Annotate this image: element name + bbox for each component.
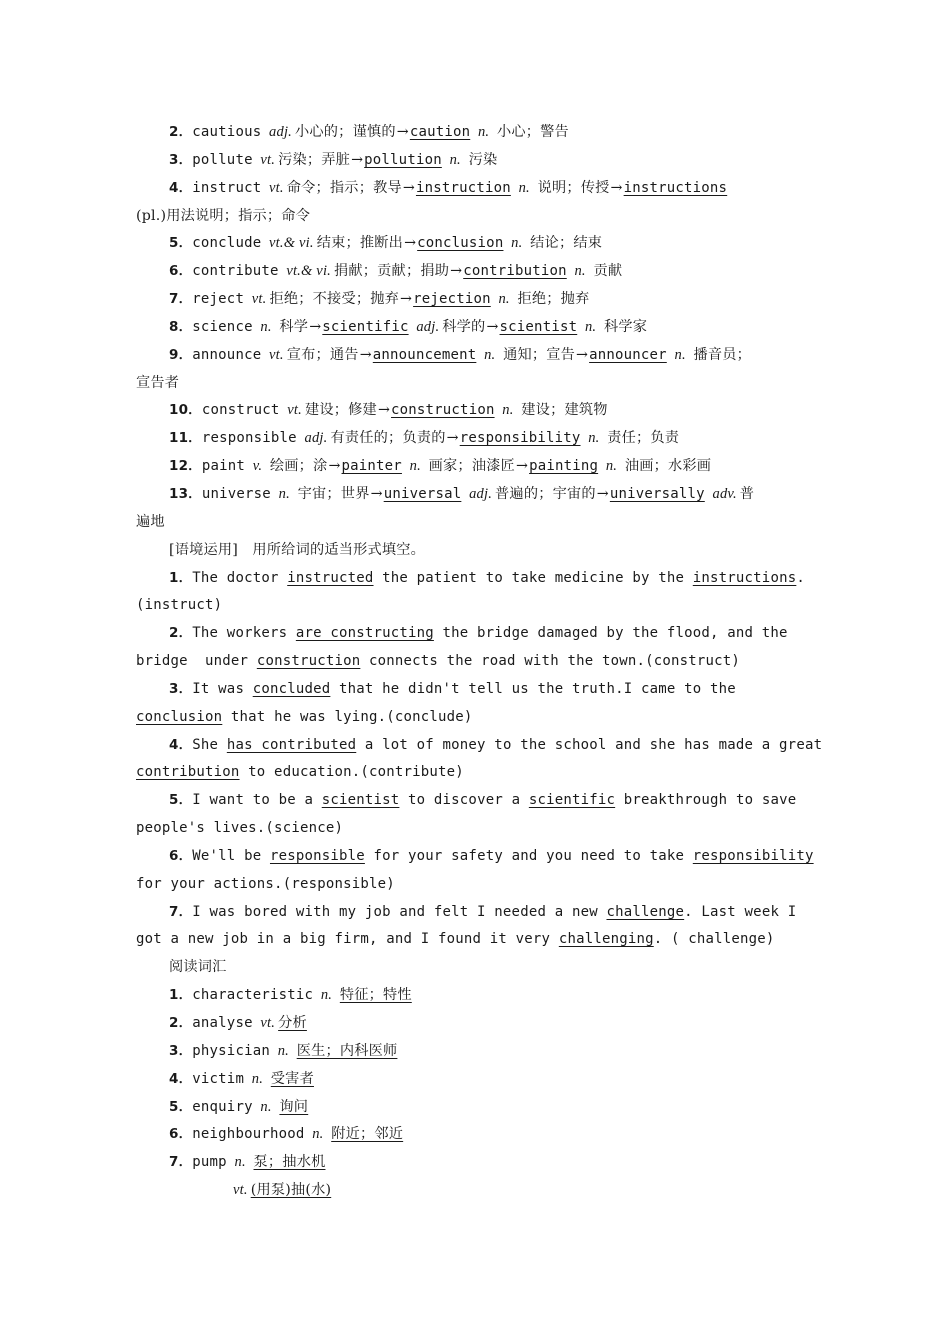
context-sentence: 2．The workers are constructing the bridge damaged by the flood, and the bbox=[169, 625, 788, 642]
answer: scientist bbox=[321, 792, 400, 809]
part-of-speech: adj. bbox=[269, 124, 293, 140]
part-of-speech: n. bbox=[449, 151, 461, 168]
arrow-icon: → bbox=[309, 318, 322, 335]
reading-item: 4．victim n. 受害者 bbox=[169, 1070, 314, 1087]
meaning: 拒绝；抛弃 bbox=[517, 291, 590, 308]
item-number: 13． bbox=[169, 485, 202, 502]
reading-item: 6．neighbourhood n. 附近；邻近 bbox=[169, 1126, 404, 1143]
headword: universe bbox=[201, 485, 271, 502]
answer: are constructing bbox=[295, 625, 434, 642]
arrow-icon: → bbox=[400, 291, 413, 308]
part-of-speech: adj. bbox=[304, 430, 328, 447]
context-continuation: for your actions.(responsible) bbox=[136, 875, 395, 892]
context-continuation: got a new job in a big firm, and I found it very challenging. ( challenge) bbox=[136, 931, 775, 948]
arrow-icon: → bbox=[359, 346, 372, 363]
headword: instruct bbox=[192, 179, 262, 196]
part-of-speech: n. bbox=[518, 179, 530, 196]
headword: science bbox=[192, 318, 253, 335]
part-of-speech: v. bbox=[252, 458, 263, 475]
answer: conclusion bbox=[136, 708, 223, 725]
context-heading: [语境运用] 用所给词的适当形式填空。 bbox=[169, 541, 426, 558]
deriv-item bbox=[136, 119, 816, 147]
deriv-item bbox=[136, 175, 816, 203]
meaning: 命令；指示；教导 bbox=[286, 179, 402, 196]
headword: responsible bbox=[201, 430, 297, 447]
meaning: 污染；弄脏 bbox=[278, 151, 351, 168]
reading-item: 5．enquiry n. 询问 bbox=[169, 1098, 309, 1115]
answer: scientist bbox=[499, 318, 578, 335]
part-of-speech: n. bbox=[409, 458, 421, 475]
deriv-item bbox=[136, 397, 816, 425]
reading-item: 2．analyse vt. 分析 bbox=[169, 1015, 307, 1031]
answer: has contributed bbox=[226, 736, 357, 753]
answer: concluded bbox=[252, 680, 331, 697]
answer: 附近；邻近 bbox=[331, 1126, 404, 1143]
headword: cautious bbox=[192, 124, 262, 140]
answer: challenge bbox=[606, 903, 685, 920]
meaning: 小心的；谨慎的 bbox=[295, 124, 396, 140]
part-of-speech: adj. bbox=[416, 318, 440, 335]
part-of-speech: n. bbox=[484, 346, 496, 363]
meaning: 播音员； bbox=[693, 346, 752, 363]
answer: contribution bbox=[463, 263, 567, 280]
item-number: 9． bbox=[169, 346, 193, 363]
item-number: 2． bbox=[169, 124, 193, 140]
meaning: 污染 bbox=[468, 151, 498, 168]
answer: 医生；内科医师 bbox=[296, 1042, 398, 1059]
headword: pump bbox=[192, 1154, 227, 1171]
deriv-item bbox=[136, 481, 816, 509]
part-of-speech: vt.& vi. bbox=[286, 263, 331, 280]
answer: 受害者 bbox=[270, 1070, 314, 1087]
deriv-continuation: (pl.)用法说明；指示；命令 bbox=[136, 207, 311, 224]
answer: rejection bbox=[413, 291, 491, 308]
arrow-icon: → bbox=[576, 346, 589, 363]
answer: painter bbox=[341, 458, 402, 475]
headword: victim bbox=[192, 1070, 245, 1087]
context-sentence: 6．We'll be responsible for your safety and you need to take responsibility bbox=[169, 847, 814, 864]
part-of-speech: vt.& vi. bbox=[269, 235, 314, 252]
headword: construct bbox=[201, 402, 280, 419]
answer: 泵；抽水机 bbox=[253, 1154, 326, 1171]
meaning: 说明；传授 bbox=[537, 179, 610, 196]
arrow-icon: → bbox=[515, 458, 529, 475]
headword: characteristic bbox=[192, 987, 314, 1004]
answer: announcement bbox=[372, 346, 477, 363]
part-of-speech: vt. bbox=[251, 291, 267, 308]
answer: announcer bbox=[589, 346, 667, 363]
deriv-continuation: 宣告者 bbox=[136, 374, 180, 391]
answer: scientific bbox=[528, 792, 616, 809]
answer: construction bbox=[391, 402, 495, 419]
item-number: 8． bbox=[169, 318, 193, 335]
deriv-item bbox=[136, 147, 816, 175]
answer: 特征；特性 bbox=[339, 987, 412, 1004]
answer: scientific bbox=[322, 318, 409, 335]
answer: contribution bbox=[136, 764, 240, 781]
headword: physician bbox=[192, 1042, 270, 1059]
arrow-icon: → bbox=[404, 235, 417, 252]
part-of-speech: vt. bbox=[260, 151, 276, 168]
context-continuation: people's lives.(science) bbox=[136, 820, 344, 837]
meaning: 通知；宣告 bbox=[503, 346, 576, 363]
answer: responsibility bbox=[459, 430, 581, 447]
meaning: 捐献；贡献；捐助 bbox=[334, 263, 450, 280]
arrow-icon: → bbox=[486, 318, 499, 335]
deriv-item bbox=[136, 425, 816, 453]
meaning: 科学的 bbox=[442, 318, 486, 335]
part-of-speech: n. bbox=[278, 485, 290, 502]
context-sentence: 7．I was bored with my job and felt I needed a new challenge. Last week I bbox=[169, 903, 797, 920]
headword: announce bbox=[192, 346, 262, 363]
meaning: 科学 bbox=[279, 318, 309, 335]
deriv-continuation: 遍地 bbox=[136, 513, 165, 530]
context-sentence: 5．I want to be a scientist to discover a scientific breakthrough to save bbox=[169, 792, 797, 809]
meaning: 宣布；通告 bbox=[286, 346, 359, 363]
meaning: 科学家 bbox=[603, 318, 648, 335]
part-of-speech: n. bbox=[584, 318, 597, 335]
headword: neighbourhood bbox=[192, 1126, 305, 1143]
deriv-item bbox=[136, 258, 816, 286]
document-page bbox=[136, 119, 823, 1205]
reading-heading: 阅读词汇 bbox=[169, 959, 227, 976]
answer: responsible bbox=[269, 847, 365, 864]
part-of-speech: adv. bbox=[712, 485, 737, 502]
answer: universal bbox=[383, 485, 462, 502]
reading-item: 7．pump n. 泵；抽水机 bbox=[169, 1154, 326, 1171]
answer: instructions bbox=[692, 569, 797, 586]
meaning: 画家；油漆匠 bbox=[428, 458, 515, 475]
arrow-icon: → bbox=[446, 430, 459, 447]
part-of-speech: adj. bbox=[469, 485, 493, 502]
context-continuation: conclusion that he was lying.(conclude) bbox=[136, 708, 473, 725]
part-of-speech: n. bbox=[498, 291, 510, 308]
item-number: 11． bbox=[169, 430, 202, 447]
context-continuation: (instruct) bbox=[136, 597, 223, 614]
meaning: 小心；警告 bbox=[496, 124, 569, 140]
deriv-item bbox=[136, 314, 816, 342]
meaning: 有责任的；负责的 bbox=[330, 430, 446, 447]
meaning: 责任；负责 bbox=[607, 430, 680, 447]
item-number: 4． bbox=[169, 179, 193, 196]
arrow-icon: → bbox=[450, 263, 463, 280]
part-of-speech: vt. bbox=[269, 179, 284, 196]
headword: analyse bbox=[192, 1015, 253, 1031]
arrow-icon: → bbox=[351, 151, 364, 168]
meaning: 拒绝；不接受；抛弃 bbox=[269, 291, 399, 308]
answer: pollution bbox=[364, 151, 442, 168]
context-continuation: bridge under construction connects the road with the town.(construct) bbox=[136, 653, 741, 670]
answer: (用泵)抽(水) bbox=[250, 1182, 332, 1199]
headword: contribute bbox=[192, 263, 279, 280]
item-number: 7． bbox=[169, 291, 193, 308]
headword: enquiry bbox=[192, 1098, 253, 1115]
answer: construction bbox=[256, 653, 361, 670]
headword: reject bbox=[192, 291, 245, 308]
meaning: 贡献 bbox=[593, 263, 623, 280]
part-of-speech: n. bbox=[574, 263, 586, 280]
meaning: 建设；修建 bbox=[304, 402, 377, 419]
part-of-speech: vt. bbox=[269, 346, 284, 363]
part-of-speech: n. bbox=[605, 458, 618, 475]
answer: responsibility bbox=[692, 847, 814, 864]
part-of-speech: n. bbox=[674, 346, 686, 363]
answer: caution bbox=[409, 124, 471, 140]
meaning: 结论；结束 bbox=[530, 235, 603, 252]
answer: 分析 bbox=[278, 1015, 307, 1031]
arrow-icon: → bbox=[328, 458, 341, 475]
answer: instructed bbox=[287, 569, 374, 586]
deriv-item bbox=[136, 230, 816, 258]
context-sentence: 1．The doctor instructed the patient to take medicine by the instructions. bbox=[169, 569, 805, 586]
answer: instruction bbox=[415, 179, 511, 196]
arrow-icon: → bbox=[396, 124, 409, 140]
deriv-item bbox=[136, 453, 816, 481]
headword: pollute bbox=[192, 151, 253, 168]
meaning: 宇宙；世界 bbox=[297, 485, 370, 502]
arrow-icon: → bbox=[610, 179, 623, 196]
part-of-speech: n. bbox=[260, 318, 272, 335]
part-of-speech: n. bbox=[477, 124, 490, 140]
answer: instructions bbox=[623, 179, 728, 196]
deriv-item bbox=[136, 286, 816, 314]
headword: paint bbox=[201, 458, 246, 475]
answer: 询问 bbox=[279, 1098, 309, 1115]
deriv-item bbox=[136, 342, 816, 370]
item-number: 10． bbox=[169, 402, 202, 419]
item-number: 5． bbox=[169, 235, 193, 252]
part-of-speech: n. bbox=[511, 235, 523, 252]
part-of-speech: n. bbox=[502, 402, 514, 419]
arrow-icon: → bbox=[377, 402, 391, 419]
reading-item-sub: vt. (用泵)抽(水) bbox=[233, 1182, 332, 1199]
context-sentence: 4．She has contributed a lot of money to the school and she has made a great bbox=[169, 736, 823, 753]
answer: conclusion bbox=[417, 235, 504, 252]
arrow-icon: → bbox=[596, 485, 609, 502]
answer: universally bbox=[609, 485, 705, 502]
arrow-icon: → bbox=[370, 485, 383, 502]
meaning: 普遍的；宇宙的 bbox=[495, 485, 596, 502]
reading-item: 3．physician n. 医生；内科医师 bbox=[169, 1042, 398, 1059]
context-continuation: contribution to education.(contribute) bbox=[136, 764, 464, 781]
answer: challenging bbox=[558, 931, 654, 948]
meaning: 绘画；涂 bbox=[269, 458, 328, 475]
meaning: 结束；推断出 bbox=[316, 235, 404, 252]
meaning: 普 bbox=[739, 485, 755, 502]
item-number: 3． bbox=[169, 151, 193, 168]
meaning: 建设；建筑物 bbox=[521, 402, 608, 419]
part-of-speech: n. bbox=[588, 430, 600, 447]
meaning: 油画；水彩画 bbox=[624, 458, 712, 475]
item-number: 6． bbox=[169, 263, 193, 280]
answer: painting bbox=[529, 458, 599, 475]
headword: conclude bbox=[192, 235, 262, 252]
part-of-speech: vt. bbox=[287, 402, 302, 419]
item-number: 12． bbox=[169, 458, 202, 475]
context-sentence: 3．It was concluded that he didn't tell us the truth.I came to the bbox=[169, 680, 736, 697]
reading-item: 1．characteristic n. 特征；特性 bbox=[169, 987, 412, 1004]
arrow-icon: → bbox=[402, 179, 415, 196]
